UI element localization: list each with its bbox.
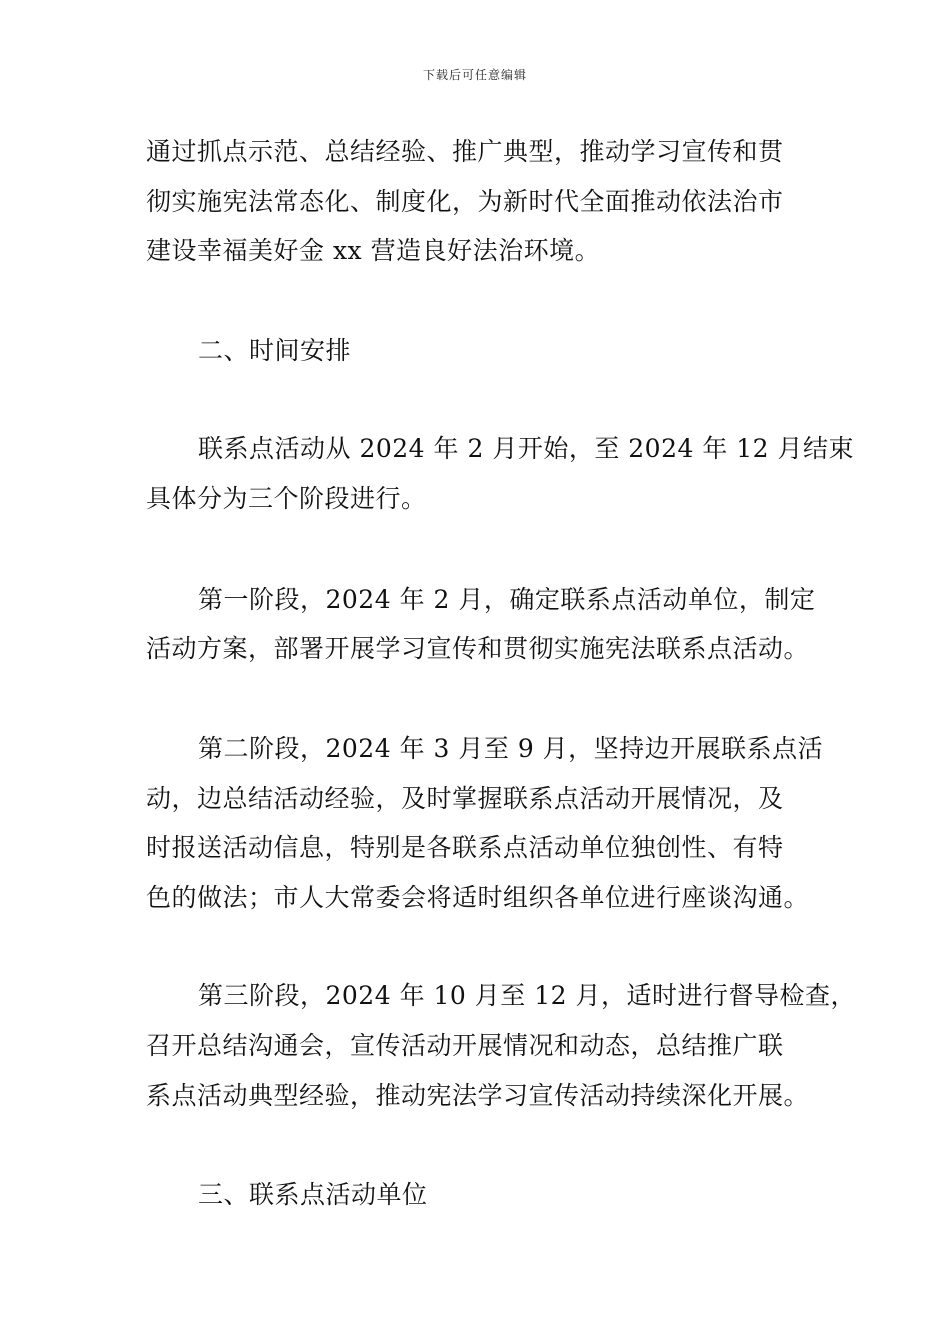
body-text-line: 具体分为三个阶段进行。 — [146, 484, 427, 513]
body-text-line: 第二阶段，2024 年 3 月至 9 月，坚持边开展联系点活 — [198, 734, 824, 763]
body-text-line: 动，边总结活动经验，及时掌握联系点活动开展情况，及 — [146, 784, 784, 813]
body-text-line: 时报送活动信息，特别是各联系点活动单位独创性、有特 — [146, 833, 784, 862]
body-text-line: 第一阶段，2024 年 2 月，确定联系点活动单位，制定 — [198, 585, 816, 614]
body-text-line: 色的做法；市人大常委会将适时组织各单位进行座谈沟通。 — [146, 883, 810, 912]
body-text-line: 彻实施宪法常态化、制度化，为新时代全面推动依法治市 — [146, 187, 784, 216]
body-text-line: 系点活动典型经验，推动宪法学习宣传活动持续深化开展。 — [146, 1081, 810, 1110]
body-text-line: 活动方案，部署开展学习宣传和贯彻实施宪法联系点活动。 — [146, 634, 810, 663]
body-text-line: 第三阶段，2024 年 10 月至 12 月，适时进行督导检查， — [198, 981, 856, 1010]
body-text-line: 召开总结沟通会，宣传活动开展情况和动态，总结推广联 — [146, 1031, 784, 1060]
section-heading: 三、联系点活动单位 — [198, 1180, 428, 1209]
section-heading: 二、时间安排 — [198, 336, 352, 365]
body-text-line: 建设幸福美好金 xx 营造良好法治环境。 — [146, 236, 601, 265]
body-text-line: 通过抓点示范、总结经验、推广典型，推动学习宣传和贯 — [146, 137, 784, 166]
header-note: 下载后可任意编辑 — [422, 68, 527, 82]
body-text-line: 联系点活动从 2024 年 2 月开始，至 2024 年 12 月结束 — [198, 434, 855, 463]
